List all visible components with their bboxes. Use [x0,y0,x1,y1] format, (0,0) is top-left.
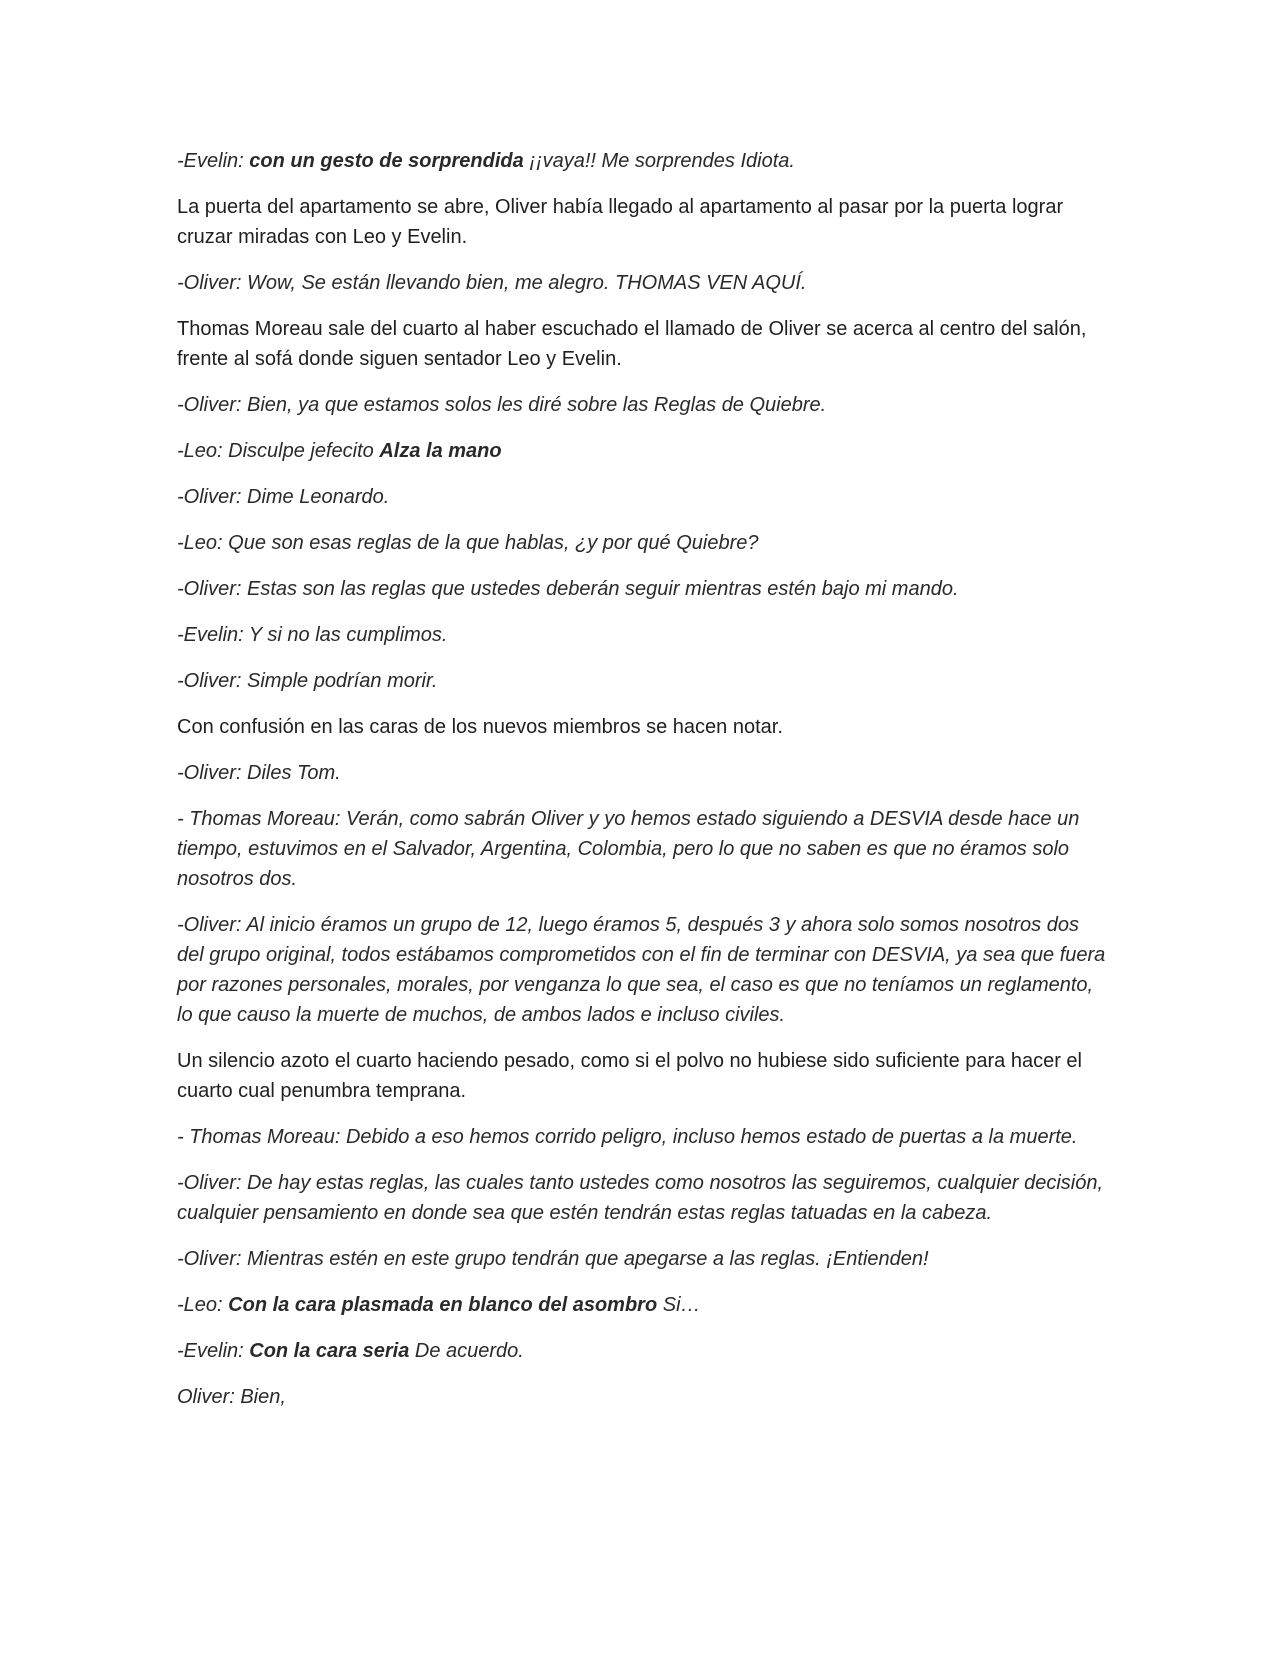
paragraph-text: Thomas Moreau sale del cuarto al haber escuchado el llamado de Oliver se acerca al centro del salón, frente al sofá donde siguen sentador Leo y Evelin. [177,318,1087,370]
narration-paragraph [177,314,1107,374]
paragraph-text: -Oliver: Simple podrían morir. [177,670,438,692]
stage-direction-text: Con la cara plasmada en blanco del asombro [228,1294,658,1316]
dialogue-paragraph [177,574,1107,604]
paragraph-text: -Oliver: Mientras estén en este grupo tendrán que apegarse a las reglas. ¡Entienden! [177,1248,929,1270]
dialogue-paragraph [177,758,1107,788]
stage-direction-text: Alza la mano [379,440,502,462]
paragraph-text: -Oliver: Dime Leonardo. [177,486,390,508]
dialogue-paragraph [177,1122,1107,1152]
paragraph-text: -Oliver: Estas son las reglas que ustedes deberán seguir mientras estén bajo mi mando. [177,578,959,600]
dialogue-paragraph [177,390,1107,420]
stage-direction-text: Con la cara seria [249,1340,410,1362]
paragraph-text: Con confusión en las caras de los nuevos miembros se hacen notar. [177,716,783,738]
dialogue-paragraph [177,146,1107,176]
dialogue-paragraph [177,482,1107,512]
paragraph-text: ¡¡vaya!! Me sorprendes Idiota. [523,150,795,172]
dialogue-paragraph [177,804,1107,894]
paragraph-text: -Leo: Disculpe jefecito [177,440,380,462]
paragraph-text: De acuerdo. [409,1340,524,1362]
dialogue-paragraph [177,528,1107,558]
dialogue-paragraph [177,268,1107,298]
dialogue-paragraph [177,620,1107,650]
dialogue-paragraph [177,1168,1107,1228]
dialogue-paragraph [177,1244,1107,1274]
dialogue-paragraph [177,1290,1107,1320]
paragraph-text: -Oliver: Al inicio éramos un grupo de 12, luego éramos 5, después 3 y ahora solo somos nosotros dos del grupo original, todos estábamos comprometidos con el fin de terminar con DESVIA, ya sea que fuera por razones personales, morales, por venganza lo que sea, el caso es que no teníamos un reglamento, lo que causo la muerte de muchos, de ambos lados e incluso civiles. [177,914,1106,1026]
paragraph-text: -Oliver: Bien, ya que estamos solos les diré sobre las Reglas de Quiebre. [177,394,827,416]
paragraph-text: -Leo: Que son esas reglas de la que hablas, ¿y por qué Quiebre? [177,532,759,554]
paragraph-text: -Oliver: Diles Tom. [177,762,341,784]
dialogue-paragraph [177,436,1107,466]
stage-direction-text: con un gesto de sorprendida [249,150,524,172]
paragraph-text: - Thomas Moreau: Verán, como sabrán Oliver y yo hemos estado siguiendo a DESVIA desde hace un tiempo, estuvimos en el Salvador, Argentina, Colombia, pero lo que no saben es que no éramos solo nosotros dos. [177,808,1080,890]
paragraph-text: Un silencio azoto el cuarto haciendo pesado, como si el polvo no hubiese sido suficiente para hacer el cuarto cual penumbra temprana. [177,1050,1082,1102]
dialogue-paragraph [177,666,1107,696]
dialogue-paragraph [177,1382,1107,1412]
paragraph-text: -Evelin: [177,150,250,172]
paragraph-text: - Thomas Moreau: Debido a eso hemos corrido peligro, incluso hemos estado de puertas a la muerte. [177,1126,1078,1148]
narration-paragraph [177,1046,1107,1106]
paragraph-text: Oliver: Bien, [177,1386,286,1408]
paragraph-text: -Evelin: [177,1340,250,1362]
paragraph-text: -Oliver: De hay estas reglas, las cuales tanto ustedes como nosotros las seguiremos, cualquier decisión, cualquier pensamiento en donde sea que estén tendrán estas reglas tatuadas en la cabeza. [177,1172,1104,1224]
paragraph-text: -Oliver: Wow, Se están llevando bien, me alegro. THOMAS VEN AQUÍ. [177,272,807,294]
paragraph-text: Si… [657,1294,701,1316]
dialogue-paragraph [177,910,1107,1030]
paragraph-text: -Leo: [177,1294,229,1316]
dialogue-paragraph [177,1336,1107,1366]
narration-paragraph [177,712,1107,742]
document-body [177,146,1107,1428]
paragraph-text: -Evelin: Y si no las cumplimos. [177,624,448,646]
narration-paragraph [177,192,1107,252]
paragraph-text: La puerta del apartamento se abre, Oliver había llegado al apartamento al pasar por la puerta lograr cruzar miradas con Leo y Evelin. [177,196,1064,248]
